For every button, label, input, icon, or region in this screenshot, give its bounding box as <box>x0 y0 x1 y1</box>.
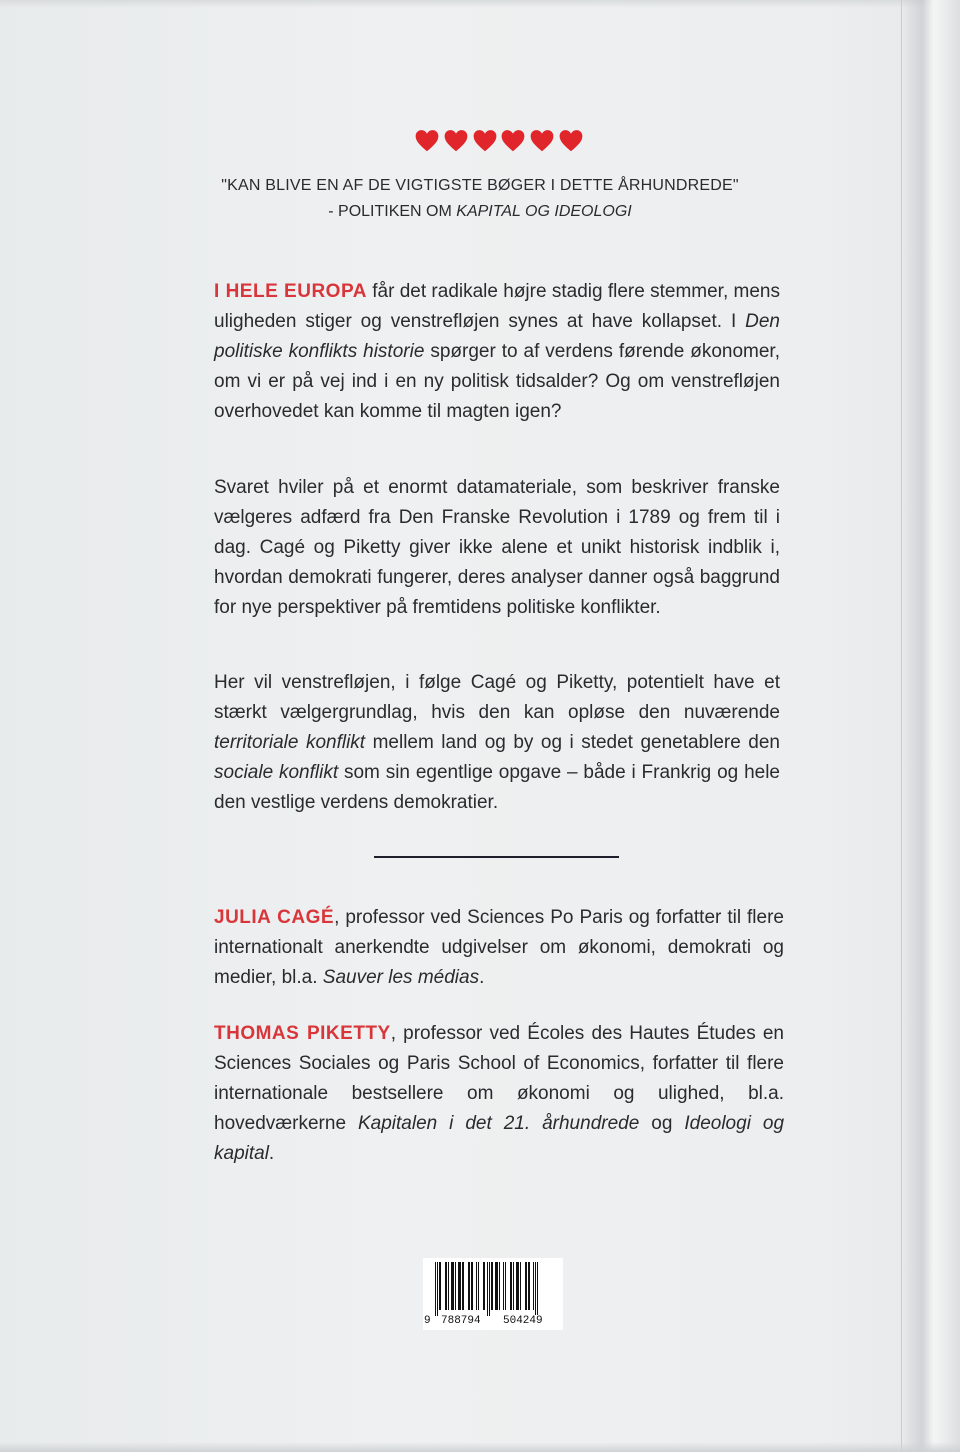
heart-icon <box>500 128 526 154</box>
author-bio-cage <box>214 903 784 993</box>
barcode-bar <box>471 1262 473 1310</box>
review-quote: "KAN BLIVE EN AF DE VIGTIGSTE BØGER I DETTE ÅRHUNDREDE" <box>221 177 739 194</box>
author-bio-text: og <box>639 1113 685 1134</box>
barcode-bar <box>520 1262 521 1310</box>
blurb-lead: I HELE EUROPA <box>214 281 367 302</box>
author-bio-text: . <box>268 1143 275 1164</box>
book-title-mention: Den politiske konflikts historie <box>214 311 780 362</box>
barcode-bar <box>535 1262 536 1316</box>
barcode-bar <box>478 1262 479 1310</box>
heart-rating <box>414 128 584 164</box>
barcode-bar <box>503 1262 504 1310</box>
barcode-bar <box>487 1262 488 1316</box>
barcode-bar <box>483 1262 485 1310</box>
work-title: Sauver les médias <box>322 967 480 988</box>
barcode-bar <box>462 1262 464 1310</box>
blurb-paragraph-3 <box>214 668 780 818</box>
heart-icon <box>529 128 555 154</box>
author-bio-text: . <box>479 967 485 988</box>
barcode-bar <box>516 1262 519 1310</box>
term-territorial-conflict: territoriale konflikt <box>214 732 366 753</box>
barcode-bar <box>455 1262 456 1310</box>
book-spine-edge <box>901 0 960 1452</box>
heart-icon <box>443 128 469 154</box>
barcode-bar <box>451 1262 454 1310</box>
review-source-prefix: - POLITIKEN OM <box>328 203 457 220</box>
barcode-right-group: 504249 <box>503 1315 543 1327</box>
barcode-bars <box>423 1258 563 1316</box>
barcode-bar <box>458 1262 461 1310</box>
cover-bottom-edge <box>0 1442 960 1452</box>
barcode-bar <box>525 1262 527 1310</box>
review-source <box>150 198 810 226</box>
barcode-bar <box>495 1262 498 1310</box>
barcode-bar <box>533 1262 534 1310</box>
barcode-bar <box>491 1262 493 1310</box>
barcode-bar <box>468 1262 470 1310</box>
term-social-conflict: sociale konflikt <box>214 762 339 783</box>
barcode-bar <box>499 1262 500 1310</box>
barcode-bar <box>537 1262 538 1316</box>
barcode-bar <box>435 1262 436 1316</box>
barcode-bar <box>528 1262 530 1310</box>
barcode-bar <box>489 1262 490 1316</box>
blurb-paragraph-1 <box>214 277 780 427</box>
author-bio-text: , professor ved Sciences Po Paris og forfatter til flere internationalt anerkendte udgivelser om økonomi, demokrati og medier, bl.a. <box>214 907 784 988</box>
barcode-bar <box>510 1262 512 1310</box>
barcode-bar <box>445 1262 447 1310</box>
blurb-text: som sin egentlige opgave – både i Frankrig og hele den vestlige verdens demokratier. <box>214 762 780 813</box>
work-title: Ideologi og kapital <box>214 1113 785 1164</box>
barcode-bar <box>476 1262 477 1310</box>
heart-icon <box>558 128 584 154</box>
review-source-work: KAPITAL OG IDEOLOGI <box>456 203 632 220</box>
author-bio-piketty <box>214 1019 784 1169</box>
work-title: Kapitalen i det 21. århundrede <box>357 1113 640 1134</box>
blurb-text: spørger to af verdens førende økonomer, om vi er på vej ind i en ny politisk tidsalder? Og om venstrefløjen overhovedet kan komme til magten igen? <box>214 341 780 422</box>
isbn-barcode <box>423 1258 563 1330</box>
barcode-first-digit: 9 <box>424 1315 431 1327</box>
section-divider <box>374 856 619 858</box>
heart-icon <box>472 128 498 154</box>
blurb-text: får det radikale højre stadig flere stemmer, mens uligheden stiger og venstrefløjen synes at have kollapset. I <box>214 281 781 332</box>
barcode-bar <box>513 1262 514 1310</box>
cover-top-edge <box>0 0 960 8</box>
blurb-text: mellem land og by og i stedet genetablere den <box>365 732 780 753</box>
heart-icon <box>414 128 440 154</box>
author-bio-text: , professor ved Écoles des Hautes Études en Sciences Sociales og Paris School of Economics, forfatter til flere internationale bestsellere om økonomi og ulighed, bl.a. hovedværkerne <box>214 1023 785 1134</box>
author-name: JULIA CAGÉ <box>214 907 335 928</box>
blurb-paragraph-2: Svaret hviler på et enormt datamateriale, som beskriver franske vælgeres adfærd fra Den Franske Revolution i 1789 og frem til i dag. Cagé og Piketty giver ikke alene et unikt historisk indblik i, hvordan demokrati fungerer, deres analyser danner også baggrund for nye perspektiver på fremtidens politiske konflikter. <box>214 477 780 618</box>
blurb-text: Her vil venstrefløjen, i følge Cagé og Piketty, potentielt have et stærkt vælgergrundlag, hvis den kan opløse den nuværende <box>214 672 780 723</box>
author-name: THOMAS PIKETTY <box>214 1023 391 1044</box>
barcode-bar <box>437 1262 438 1316</box>
barcode-bar <box>448 1262 449 1310</box>
barcode-bar <box>439 1262 441 1310</box>
barcode-bar <box>505 1262 506 1310</box>
barcode-left-group: 788794 <box>441 1315 481 1327</box>
